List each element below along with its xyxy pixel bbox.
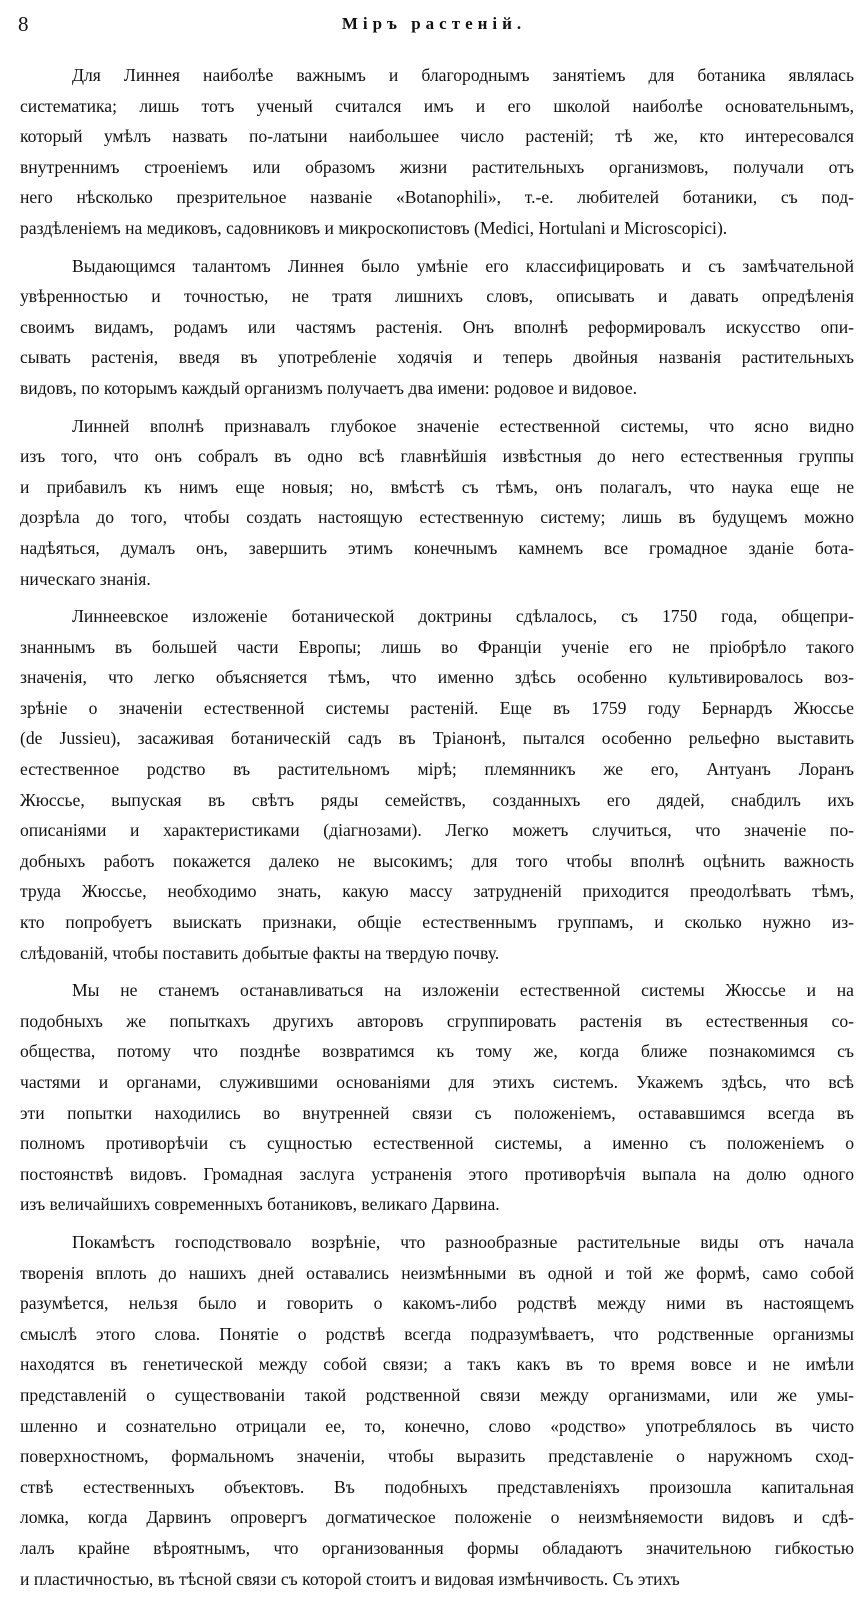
paragraph — [20, 411, 854, 595]
text-line: надѣяться, думалъ онъ, завершить этимъ конечнымъ камнемъ все громадное зданіе бота- — [20, 537, 854, 558]
text-line: кто попробуетъ выискать признаки, общіе естественнымъ группамъ, и сколько нужно из- — [20, 912, 854, 933]
text-line: лалъ крайне вѣроятнымъ, что организованныя формы обладаютъ значительною гибкостью — [20, 1537, 854, 1558]
text-line: внутреннимъ строеніемъ или образомъ жизни растительныхъ организмовъ, получали отъ — [20, 156, 854, 177]
text-line: систематика; лишь тотъ ученый считался имъ и его школой наиболѣе основательнымъ, — [20, 95, 854, 116]
text-line: раздѣленіемъ на медиковъ, садовниковъ и микроскопистовъ (Medici, Hortulani и Microscopici). — [20, 217, 728, 238]
text-line: и прибавилъ къ нимъ еще новыя; но, вмѣстѣ съ тѣмъ, онъ полагалъ, что наука еще не — [20, 476, 854, 497]
text-line: который умѣлъ назвать по-латыни наибольшее число растеній; тѣ же, кто интересовался — [20, 126, 854, 147]
text-line: творенія вплоть до нашихъ дней оставались неизмѣнными въ одной и той же формѣ, само собой — [20, 1262, 854, 1283]
text-line: эти попытки находились во внутренней связи съ положеніемъ, остававшимся всегда въ — [20, 1102, 854, 1123]
text-line: представленій о существованіи такой родственной связи между организмами, или же умы- — [20, 1384, 854, 1405]
text-line: и пластичностью, въ тѣсной связи съ которой стоитъ и видовая измѣнчивость. Съ этихъ — [20, 1568, 680, 1589]
text-line: изъ величайшихъ современныхъ ботаниковъ, великаго Дарвина. — [20, 1194, 500, 1215]
paragraph — [20, 251, 854, 404]
text-line: знаннымъ въ большей части Европы; лишь во Франціи ученіе его не пріобрѣло такого — [20, 636, 854, 657]
body-text — [20, 60, 854, 1601]
paragraph — [20, 975, 854, 1220]
text-line: своимъ видамъ, родамъ или частямъ растенія. Онъ вполнѣ реформировалъ искусство опи- — [20, 316, 854, 337]
paragraph — [20, 601, 854, 968]
text-line: Мы не станемъ останавливаться на изложеніи естественной системы Жюссье и на — [72, 980, 854, 1001]
text-line: слѣдованій, чтобы поставить добытые факты на твердую почву. — [20, 942, 500, 963]
text-line: видовъ, по которымъ каждый организмъ получаетъ два имени: родовое и видовое. — [20, 377, 638, 398]
text-line: значенія, что легко объясняется тѣмъ, что именно здѣсь особенно культивировалось воз- — [20, 667, 854, 688]
text-line: описаніями и характеристиками (діагнозами). Легко можетъ случиться, что значеніе по- — [20, 820, 854, 841]
text-line: подобныхъ же попыткахъ другихъ авторовъ сгруппировать растенія въ естественныя со- — [20, 1010, 854, 1031]
text-line: изъ того, что онъ собралъ въ одно всѣ главнѣйшія извѣстныя до него естественныя группы — [20, 446, 854, 467]
text-line: шленно и сознательно отрицали ее, то, конечно, слово «родство» употреблялось въ чисто — [20, 1415, 854, 1436]
text-line: постоянствѣ видовъ. Громадная заслуга устраненія этого противорѣчія выпала на долю одного — [20, 1163, 854, 1184]
running-title: Міръ растеній. — [341, 14, 527, 33]
text-line: Выдающимся талантомъ Линнея было умѣніе его классифицировать и съ замѣчательной — [72, 255, 854, 276]
text-line: естественное родство въ растительномъ мірѣ; племянникъ же его, Антуанъ Лоранъ — [20, 759, 854, 780]
text-line: смыслѣ этого слова. Понятіе о родствѣ всегда подразумѣваетъ, что родственные организмы — [20, 1323, 854, 1344]
paragraph — [20, 1227, 854, 1594]
text-line: Покамѣстъ господствовало возрѣніе, что разнообразные растительные виды отъ начала — [72, 1231, 854, 1252]
text-line: добныхъ работъ покажется далеко не высокимъ; для того чтобы вполнѣ оцѣнить важность — [20, 850, 854, 871]
text-line: труда Жюссье, необходимо знать, какую массу затрудненій приходится преодолѣвать тѣмъ, — [20, 881, 854, 902]
text-line: Линней вполнѣ признавалъ глубокое значеніе естественной системы, что ясно видно — [72, 415, 854, 436]
text-line: Жюссье, выпуская въ свѣтъ ряды семействъ, созданныхъ его дядей, снабдилъ ихъ — [20, 789, 854, 810]
text-line: полномъ противорѣчіи съ сущностью естественной системы, а именно съ положеніемъ о — [20, 1133, 854, 1154]
text-line: находятся въ генетической между собой связи; а такъ какъ въ то время вовсе и не имѣли — [20, 1354, 854, 1375]
text-line: дозрѣла до того, чтобы создать настоящую естественную систему; лишь въ будущемъ можно — [20, 507, 854, 528]
text-line: общества, потому что позднѣе возвратимся къ тому же, когда ближе познакомимся съ — [20, 1041, 854, 1062]
text-line: поверхностномъ, формальномъ значеніи, чтобы выразить представленіе о наружномъ сход- — [20, 1446, 854, 1467]
text-line: частями и органами, служившими основаніями для этихъ системъ. Укажемъ здѣсь, что всѣ — [20, 1072, 854, 1092]
page-header — [18, 10, 850, 40]
text-line: (de Jussieu), засаживая ботаническій садъ въ Тріанонѣ, пытался особенно рельефно выставить — [20, 728, 854, 749]
text-line: сывать растенія, введя въ употребленіе ходячія и теперь двойныя названія растительныхъ — [20, 347, 854, 368]
text-line: него нѣсколько презрительное названіе «Botanophili», т.-е. любителей ботаники, съ под- — [20, 187, 854, 208]
text-line: Для Линнея наиболѣе важнымъ и благороднымъ занятіемъ для ботаника являлась — [72, 65, 854, 85]
text-line: разумѣется, нельзя было и говорить о какомъ-либо родствѣ между ними въ настоящемъ — [20, 1293, 854, 1314]
text-line: ническаго знанія. — [20, 568, 151, 589]
text-line: ствѣ естественныхъ объектовъ. Въ подобныхъ представленіяхъ произошла капитальная — [20, 1476, 854, 1497]
text-line: увѣренностью и точностью, не тратя лишнихъ словъ, описывать и давать опредѣленія — [20, 286, 854, 307]
text-line: зрѣніе о значеніи естественной системы растеній. Еще въ 1759 году Бернардъ Жюссье — [20, 697, 854, 718]
paragraph — [20, 60, 854, 244]
text-line: ломка, когда Дарвинъ опровергъ догматическое положеніе о неизмѣняемости видовъ и сдѣ- — [20, 1507, 854, 1528]
page-number: 8 — [18, 12, 29, 36]
text-line: Линнеевское изложеніе ботанической доктрины сдѣлалось, съ 1750 года, общепри- — [72, 606, 854, 627]
